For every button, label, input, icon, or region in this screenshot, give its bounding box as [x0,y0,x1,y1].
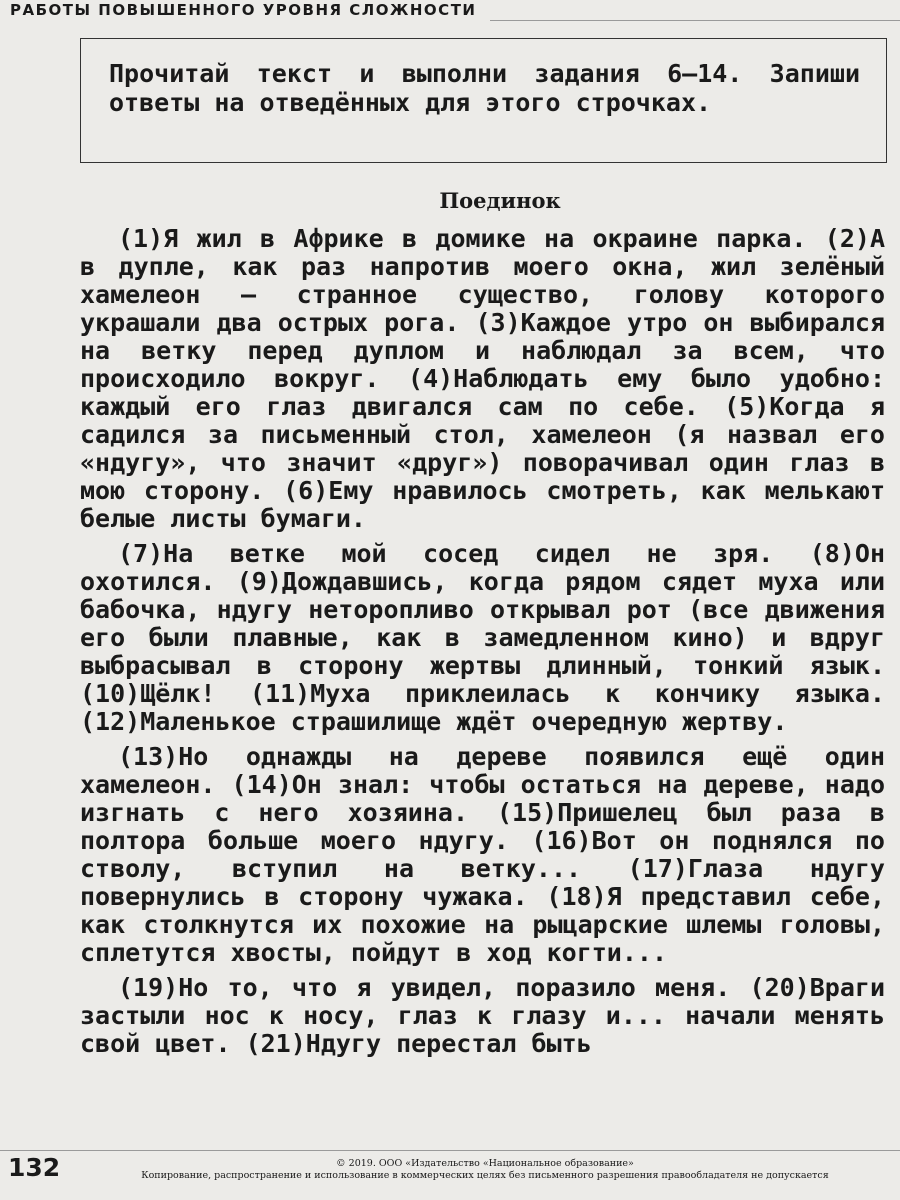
story-paragraph-3: (13)Но однажды на дереве появился ещё один хамелеон. (14)Он знал: чтобы остаться на дереве, надо изгнать с него хозяина. (15)Пришелец был раза в полтора больше моего ндугу. (16)Вот он поднялся по стволу, вступил на ветку... (17)Глаза ндугу повернулись в сторону чужака. (18)Я представил себе, как столкнутся их похожие на рыцарские шлемы головы, сплетутся хвосты, пойдут в ход когти... [80,742,885,967]
story-title: Поединок [439,188,561,213]
page-number: 132 [8,1153,61,1182]
task-instruction-box [80,38,887,163]
copyright-line-1: © 2019. ООО «Издательство «Национальное образование» [336,1158,634,1169]
task-instruction-text: Прочитай текст и выполни задания 6–14. Запиши ответы на отведённых для этого строчках. [109,59,860,117]
story-paragraph-2: (7)На ветке мой сосед сидел не зря. (8)Он охотился. (9)Дождавшись, когда рядом сядет муха или бабочка, ндугу неторопливо открывал рот (все движения его были плавные, как в замедленном кино) и вдруг выбрасывал в сторону жертвы длинный, тонкий язык. (10)Щёлк! (11)Муха приклеилась к кончику языка. (12)Маленькое страшилище ждёт очередную жертву. [80,539,885,736]
copyright-line-2: Копирование, распространение и использование в коммерческих целях без письменного разрешения правообладателя не допускается [141,1170,829,1181]
copyright-notice [70,1158,900,1182]
header-divider [490,20,900,21]
page-header [0,0,900,22]
story-text [80,225,885,1065]
section-title: РАБОТЫ ПОВЫШЕННОГО УРОВНЯ СЛОЖНОСТИ [10,1,477,19]
footer-divider [0,1150,900,1151]
story-paragraph-4: (19)Но то, что я увидел, поразило меня. (20)Враги застыли нос к носу, глаз к глазу и... начали менять свой цвет. (21)Ндугу перестал быть [80,973,885,1058]
story-paragraph-1: (1)Я жил в Африке в домике на окраине парка. (2)А в дупле, как раз напротив моего окна, жил зелёный хамелеон — странное существо, голову которого украшали два острых рога. (3)Каждое утро он выбирался на ветку перед дуплом и наблюдал за всем, что происходило вокруг. (4)Наблюдать ему было удобно: каждый его глаз двигался сам по себе. (5)Когда я садился за письменный стол, хамелеон (я назвал его «ндугу», что значит «друг») поворачивал один глаз в мою сторону. (6)Ему нравилось смотреть, как мелькают белые листы бумаги. [80,224,885,533]
